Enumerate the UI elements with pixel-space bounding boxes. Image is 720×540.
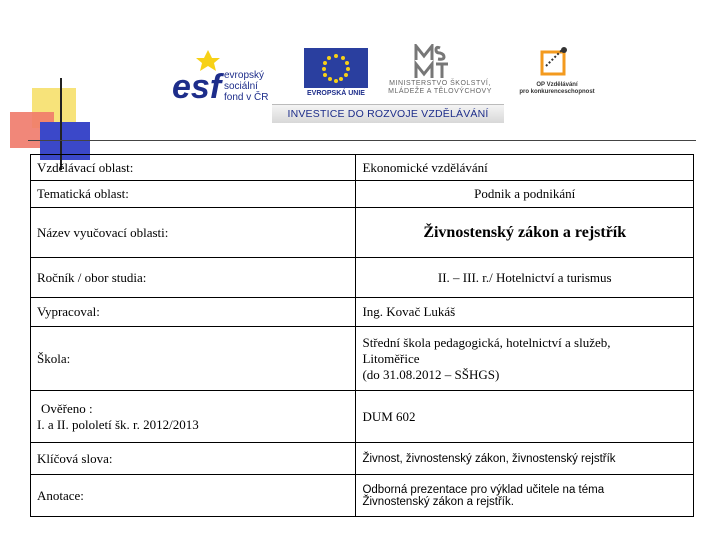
- row-label: Ověřeno : I. a II. pololetí šk. r. 2012/2013: [31, 391, 356, 443]
- esf-text: evropský sociální fond v ČR: [224, 70, 269, 103]
- row-label: Škola:: [31, 327, 356, 391]
- table-row: [31, 181, 694, 208]
- table-row: [31, 155, 694, 181]
- row-label: Klíčová slova:: [31, 443, 356, 475]
- row-label: Ročník / obor studia:: [31, 258, 356, 298]
- row-label: Tematická oblast:: [31, 181, 356, 208]
- msmt-mark-icon: [414, 44, 462, 80]
- eu-flag-icon: [304, 48, 368, 88]
- table-row: [31, 258, 694, 298]
- row-label: Anotace:: [31, 475, 356, 517]
- row-value: DUM 602: [356, 391, 694, 443]
- decor-horizontal-line: [28, 140, 696, 141]
- op-logo: [512, 44, 602, 102]
- row-value: Ing. Kovač Lukáš: [356, 298, 694, 327]
- msmt-caption: MINISTERSTVO ŠKOLSTVÍ, MLÁDEŽE A TĚLOVÝCHOVY: [388, 80, 492, 95]
- table-row: [31, 298, 694, 327]
- row-value: Odborná prezentace pro výklad učitele na téma Živnostenský zákon a rejstřík.: [356, 475, 694, 517]
- row-value: Podnik a podnikání: [356, 181, 694, 208]
- svg-text:esf: esf: [172, 68, 222, 102]
- row-label: Vzdělávací oblast:: [31, 155, 356, 181]
- esf-logo: [172, 48, 300, 102]
- info-table: [30, 154, 694, 517]
- investment-banner: INVESTICE DO ROZVOJE VZDĚLÁVÁNÍ: [272, 104, 504, 123]
- op-caption: OP Vzdělávání pro konkurenceschopnost: [519, 82, 595, 95]
- row-value: Živnost, živnostenský zákon, živnostenský rejstřík: [356, 443, 694, 475]
- row-value: Živnostenský zákon a rejstřík: [356, 208, 694, 258]
- row-value: II. – III. r./ Hotelnictví a turismus: [356, 258, 694, 298]
- op-mark-icon: [534, 44, 574, 82]
- table-row: [31, 327, 694, 391]
- table-row: [31, 443, 694, 475]
- table-row: [31, 475, 694, 517]
- eu-logo: [304, 48, 368, 102]
- table-row: [31, 391, 694, 443]
- msmt-logo: [380, 44, 500, 102]
- row-value: Střední škola pedagogická, hotelnictví a služeb, Litoměřice (do 31.08.2012 – SŠHGS): [356, 327, 694, 391]
- row-value: Ekonomické vzdělávání: [356, 155, 694, 181]
- row-label: Název vyučovací oblasti:: [31, 208, 356, 258]
- table-row: [31, 208, 694, 258]
- logo-banner: [168, 44, 608, 124]
- row-label: Vypracoval:: [31, 298, 356, 327]
- eu-caption: EVROPSKÁ UNIE: [307, 90, 365, 97]
